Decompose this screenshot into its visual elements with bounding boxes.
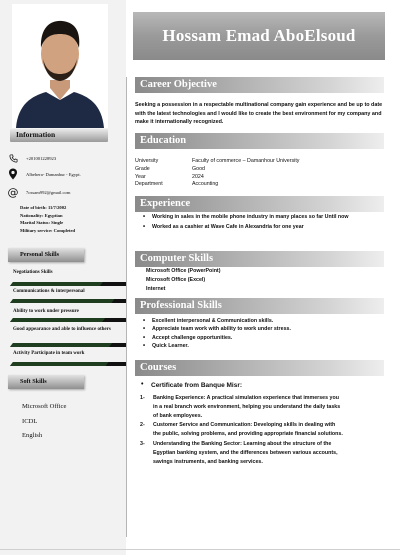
skill-label: Communications & interpersonal — [13, 289, 85, 294]
courses-header — [135, 360, 384, 376]
skill-bar — [10, 362, 126, 366]
list-item: Internet — [146, 285, 166, 292]
career-objective-title: Career Objective — [140, 79, 217, 90]
experience-header — [135, 196, 384, 212]
career-objective-header — [135, 77, 384, 93]
email-row — [8, 187, 70, 197]
skill-bar — [10, 343, 126, 347]
location-pin-icon — [8, 169, 18, 179]
education-title: Education — [140, 135, 187, 146]
soft-skill-item: Microsoft Office — [22, 403, 67, 410]
skill-label: Good appearance and able to influence others — [13, 327, 111, 332]
soft-skill-item: English — [22, 432, 43, 439]
skill-label: Ability to work under pressure — [13, 309, 79, 314]
soft-skill-item: ICDL — [22, 418, 38, 425]
list-item: Microsoft Office (PowerPoint) — [146, 268, 221, 274]
computer-skills-list — [146, 267, 220, 293]
soft-skills-title: Soft Skills — [20, 378, 47, 385]
person-icon — [12, 4, 108, 128]
email-address: 7ossam992@gmail.com — [26, 189, 71, 195]
fact-nationality: Nationality: Egyptian — [20, 212, 63, 218]
phone-icon — [8, 153, 18, 163]
professional-skills-title: Professional Skills — [140, 300, 222, 311]
address: Albehera- Damanhur - Egypt. — [26, 171, 81, 177]
profile-photo — [12, 4, 108, 128]
education-row: Year 2024 — [135, 173, 204, 180]
skill-bar — [10, 299, 126, 303]
at-sign-icon: @ — [7, 185, 19, 199]
computer-skills-title: Computer Skills — [140, 253, 214, 264]
list-item: • Appreciate team work with ability to work under stress. — [143, 325, 383, 333]
list-item: Microsoft Office (Excel) — [146, 276, 206, 283]
fact-military: Military service: Completed — [20, 227, 76, 233]
list-item: • Excellent interpersonal & Communication skills. — [143, 317, 383, 325]
education-row: Department Accounting — [135, 181, 219, 188]
course-item: 3- Understanding the Banking Sector: Learning about the structure of the Egyptian banking system, and the differences between various accounts, savings instruments, and banking services. — [140, 440, 338, 465]
professional-skills-list — [143, 317, 383, 351]
personal-facts — [20, 204, 75, 234]
courses-title: Courses — [140, 362, 177, 373]
column-divider — [126, 77, 127, 537]
course-item: 1- Banking Experience: A practical simulation experience that immerses you in a real branch work environment, helping you understand the daily tasks of bank employees. — [140, 395, 341, 419]
fact-birth: Date of birth: 11/7/2002 — [20, 205, 67, 210]
left-column — [0, 0, 126, 555]
course-item: 2- Customer Service and Communication: Developing skills in dealing with the public, solving problems, and providing appropriate financial solutions. — [140, 422, 343, 438]
experience-list — [143, 214, 383, 231]
information-title: Information — [16, 130, 56, 139]
education-row: University Faculty of commerce – Damanhour University — [135, 158, 300, 164]
phone-number: +201001228923 — [26, 155, 57, 161]
skill-bar — [10, 282, 126, 286]
list-item: • Quick Learner. — [143, 342, 383, 350]
career-objective-text: Seeking a possession in a respectable multinational company gain experience and be up to date with the latest technologies and I would like to create the best environment for my company and make it internationally recognized. — [135, 102, 383, 126]
experience-title: Experience — [140, 198, 191, 209]
address-row — [8, 169, 81, 179]
list-item: • Worked as a cashier at Wave Cafe in Alexandria for one year — [143, 224, 383, 232]
education-table — [135, 158, 299, 189]
soft-skills-header — [8, 375, 84, 389]
full-name: Hossam Emad AboElsoud — [162, 26, 356, 45]
page-bottom-rule — [0, 549, 400, 550]
computer-skills-header — [135, 251, 384, 267]
personal-skills-header — [8, 248, 84, 262]
skill-label: Activity Participate in team work — [13, 351, 85, 356]
list-item: • Working in sales in the mobile phone industry in many places so far Until now — [143, 214, 383, 222]
education-row: Grade Good — [135, 165, 205, 172]
personal-skills-title: Personal Skills — [20, 251, 60, 258]
name-banner — [133, 12, 385, 60]
phone-row — [8, 153, 56, 163]
courses-list — [140, 394, 380, 467]
fact-marital: Marital Status: Single — [20, 220, 64, 226]
list-item: • Accept challenge opportunities. — [143, 334, 383, 342]
education-header — [135, 133, 384, 149]
information-header — [10, 129, 108, 142]
certificate-title: • Certificate from Banque Misr: — [142, 382, 242, 389]
skill-bar — [10, 318, 126, 322]
professional-skills-header — [135, 298, 384, 314]
skill-label: Negotiations Skills — [13, 270, 53, 275]
